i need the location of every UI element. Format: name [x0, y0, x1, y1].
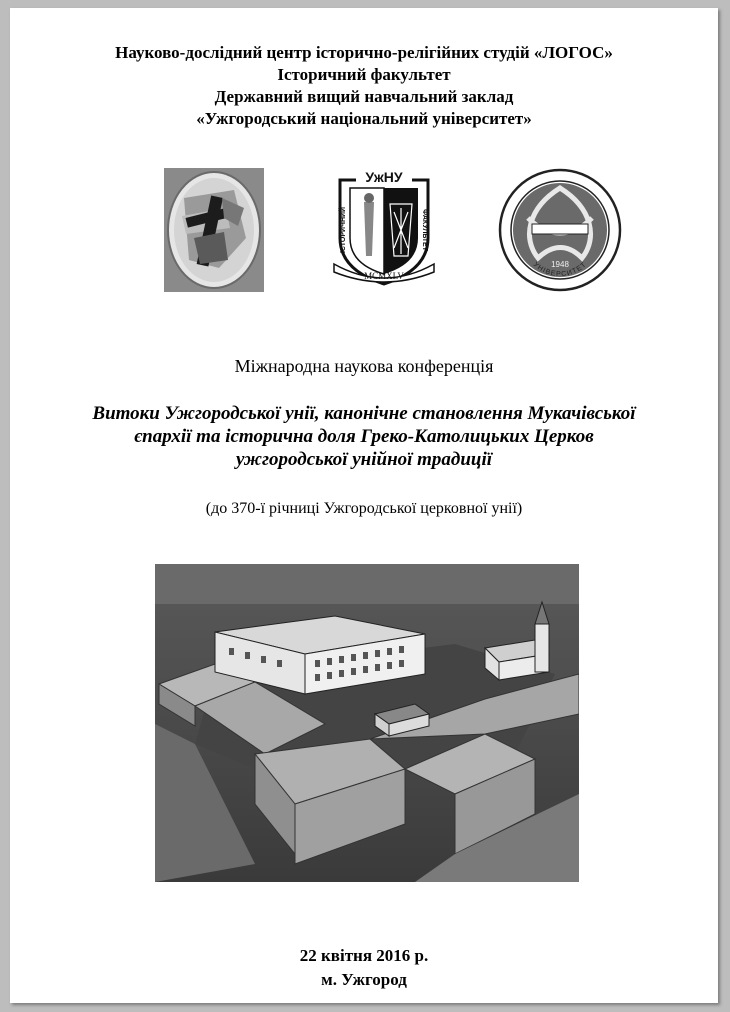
event-date: 22 квітня 2016 р. [299, 946, 429, 965]
university-seal-text: УНІВЕРСИТЕТ [531, 261, 589, 279]
faculty-side-right: ФАКУЛЬТЕТ [421, 209, 428, 251]
castle-model-photo [155, 564, 579, 882]
document-page [10, 8, 718, 1003]
conference-subtitle: (до 370-ї річниці Ужгородської церковної унії) [205, 500, 523, 517]
institution-line: Науково-дослідний центр історично-релігійних студій «ЛОГОС» [115, 43, 613, 62]
faculty-abbrev: УжНУ [365, 169, 403, 185]
conference-title-line: Витоки Ужгородської унії, канонічне становлення Мукачівської [92, 403, 636, 424]
institution-line: Історичний факультет [277, 65, 451, 84]
event-city: м. Ужгород [321, 970, 407, 989]
conference-type: Міжнародна наукова конференція [234, 356, 494, 376]
conference-title [50, 402, 678, 471]
conference-title-line: єпархії та історична доля Греко-Католицьких Церков [134, 426, 594, 447]
university-seal-year: 1948 [551, 260, 569, 269]
faculty-year-roman: MCMXLV [364, 271, 404, 281]
conference-title-line: ужгородської унійної традиції [235, 449, 493, 470]
institution-line: «Ужгородський національний університет» [196, 109, 532, 128]
footer [10, 944, 718, 992]
history-faculty-shield-icon [328, 168, 440, 292]
institutions-header [10, 42, 718, 130]
logos-center-emblem-icon [164, 168, 264, 292]
university-seal-icon [498, 168, 622, 292]
institution-line: Державний вищий навчальний заклад [214, 87, 514, 106]
faculty-side-left: ІСТОРИЧНИЙ [340, 206, 347, 254]
